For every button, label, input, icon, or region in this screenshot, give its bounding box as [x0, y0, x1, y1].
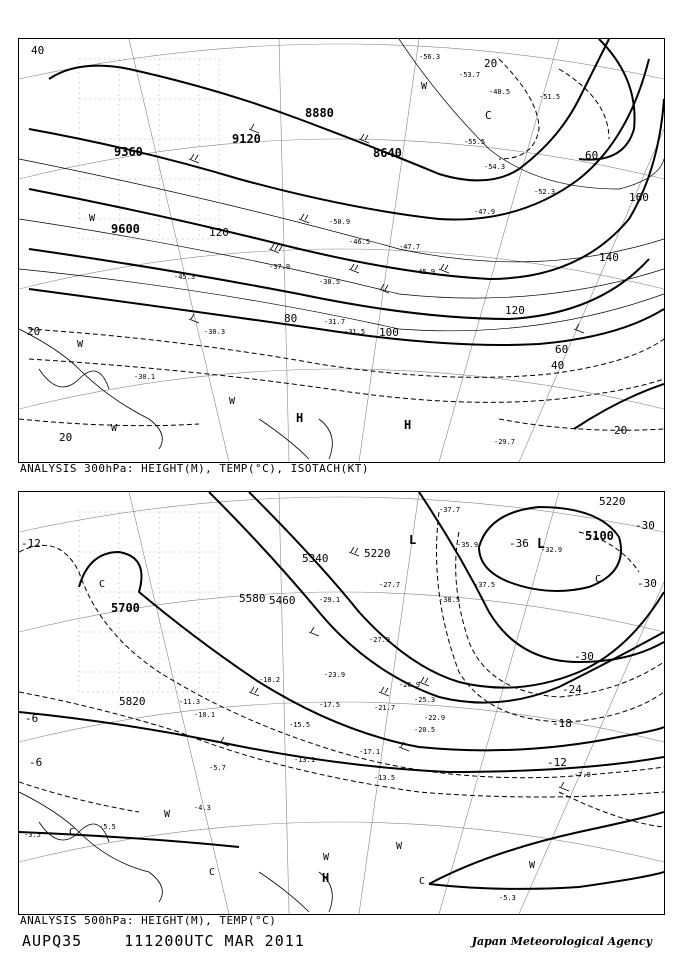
temp-obs: -23.9 — [324, 671, 346, 679]
isotach-label: 160 — [629, 191, 649, 204]
warm-symbol: W — [111, 423, 118, 434]
agency-name: Japan Meteorological Agency — [471, 935, 652, 948]
temp-obs: -17.5 — [319, 701, 341, 709]
temp-obs: -54.3 — [484, 163, 506, 171]
terrain-hatch-500 — [79, 512, 219, 692]
height-label: 5340 — [302, 552, 329, 565]
caption-300hpa: ANALYSIS 300hPa: HEIGHT(M), TEMP(°C), ISOTACH(KT) — [20, 462, 370, 475]
height-label: 5220 — [364, 547, 391, 560]
isotach-label: 60 — [585, 149, 599, 162]
temp-obs: -22.9 — [424, 714, 446, 722]
isotherm-label: -18 — [552, 717, 572, 730]
valid-time: 111200UTC MAR 2011 — [124, 932, 305, 950]
cold-symbol: C — [69, 827, 76, 838]
coastlines-500 — [19, 792, 332, 912]
temp-obs: -5.5 — [99, 823, 116, 831]
temp-obs: -50.9 — [329, 218, 351, 226]
isotherm-label: -30 — [637, 577, 657, 590]
isotach-label: 20 — [27, 325, 41, 338]
isotach-label: 120 — [505, 304, 525, 317]
temp-obs: -4.3 — [194, 804, 211, 812]
temp-obs: -30.3 — [204, 328, 226, 336]
map-300hpa — [19, 39, 664, 462]
height-label: 5460 — [269, 594, 296, 607]
isotach-label: 60 — [555, 343, 569, 356]
isotach-contours-300 — [19, 59, 664, 430]
low-symbol: L — [537, 537, 545, 552]
isotherm-label: -30 — [574, 650, 594, 663]
isotach-label: 20 — [484, 57, 498, 70]
height-label: 5580 — [239, 592, 266, 605]
isotach-label: 20 — [59, 431, 73, 444]
cold-symbol: C — [485, 109, 492, 122]
temp-obs: -51.5 — [539, 93, 561, 101]
temp-obs: -37.5 — [474, 581, 496, 589]
cold-symbol: C — [595, 574, 602, 585]
warm-symbol: W — [89, 213, 96, 224]
isotherms-300 — [19, 39, 664, 331]
temp-obs: -13.5 — [374, 774, 396, 782]
height-label: 8880 — [305, 106, 334, 120]
temp-obs: -47.7 — [399, 243, 421, 251]
height-label: 8640 — [373, 146, 402, 160]
height-label: 5220 — [599, 495, 626, 508]
temp-obs: -31.7 — [324, 318, 346, 326]
temp-obs: -5.7 — [209, 764, 226, 772]
height-label: 5820 — [119, 695, 146, 708]
isotherm-label: -12 — [21, 537, 41, 550]
isotach-label: 120 — [209, 226, 229, 239]
temp-obs: -3.5 — [24, 831, 41, 839]
temp-obs: -31.5 — [344, 328, 366, 336]
temp-obs: -18.2 — [259, 676, 281, 684]
isotherm-label: -12 — [547, 756, 567, 769]
high-symbol: H — [296, 411, 304, 425]
height-label: 5700 — [111, 601, 140, 615]
temp-obs: -32.9 — [541, 546, 563, 554]
height-label: 9600 — [111, 222, 140, 236]
caption-500hpa: ANALYSIS 500hPa: HEIGHT(M), TEMP(°C) — [20, 914, 277, 927]
temp-obs: -27.9 — [369, 636, 391, 644]
warm-symbol: W — [421, 81, 428, 92]
temp-obs: -5.3 — [499, 894, 516, 902]
isotach-label: 100 — [379, 326, 399, 339]
temp-obs: -29.1 — [319, 596, 341, 604]
temp-obs: -47.9 — [474, 208, 496, 216]
temp-obs: -15.5 — [289, 721, 311, 729]
warm-symbol: W — [164, 809, 171, 820]
chart-id: AUPQ35 — [22, 932, 83, 950]
isotach-label: 20 — [614, 424, 628, 437]
isotach-label: 40 — [551, 359, 565, 372]
isotherm-label: -6 — [25, 712, 39, 725]
chart-500hpa — [18, 491, 665, 915]
cold-symbol: C — [99, 579, 106, 590]
temp-obs: -20.5 — [414, 726, 436, 734]
temp-obs: -21.7 — [374, 704, 396, 712]
isotach-label: 80 — [284, 312, 298, 325]
temp-obs: -45.9 — [414, 268, 436, 276]
height-label: 5100 — [585, 529, 614, 543]
temp-obs: -10.1 — [194, 711, 216, 719]
temp-obs: -37.9 — [269, 263, 291, 271]
high-symbol: H — [322, 871, 330, 885]
isotherm-label: -36 — [509, 537, 529, 550]
chart-300hpa — [18, 38, 665, 463]
temp-obs: -13.1 — [294, 756, 316, 764]
temp-obs: -29.7 — [494, 438, 516, 446]
isotherm-label: -24 — [562, 683, 582, 696]
warm-symbol: W — [323, 852, 330, 863]
temp-obs: -56.3 — [419, 53, 441, 61]
chart-id-and-time — [22, 932, 305, 950]
temp-obs: -11.3 — [179, 698, 201, 706]
isotherm-label: -30 — [635, 519, 655, 532]
cold-symbol: C — [209, 867, 216, 878]
warm-symbol: W — [396, 841, 403, 852]
map-500hpa — [19, 492, 664, 914]
graticule-300 — [19, 39, 664, 462]
isotach-label: 40 — [31, 44, 45, 57]
temp-obs: -35.9 — [457, 541, 479, 549]
temp-obs: -17.1 — [359, 748, 381, 756]
temp-obs: -45.3 — [174, 273, 196, 281]
low-symbol: L — [409, 533, 417, 547]
temp-obs: -53.7 — [459, 71, 481, 79]
temp-obs: -7.9 — [574, 771, 591, 779]
temp-obs: -52.3 — [534, 188, 556, 196]
cold-symbol: C — [419, 876, 426, 887]
temp-obs: -30.1 — [134, 373, 156, 381]
temp-obs: -27.7 — [379, 581, 401, 589]
warm-symbol: W — [229, 396, 236, 407]
graticule-500 — [19, 492, 664, 914]
warm-symbol: W — [77, 339, 84, 350]
temp-obs: -38.5 — [439, 596, 461, 604]
isotherms-500 — [19, 512, 664, 827]
temp-obs: -26.9 — [399, 681, 421, 689]
height-label: 9120 — [232, 132, 261, 146]
temp-obs: -25.3 — [414, 696, 436, 704]
height-label: 9360 — [114, 145, 143, 159]
temp-obs: -46.5 — [349, 238, 371, 246]
isotach-label: 140 — [599, 251, 619, 264]
high-symbol: H — [404, 418, 412, 432]
warm-symbol: W — [529, 860, 536, 871]
temp-obs: -55.5 — [464, 138, 486, 146]
temp-obs: -38.5 — [319, 278, 341, 286]
temp-obs: -48.5 — [489, 88, 511, 96]
temp-obs: -37.7 — [439, 506, 461, 514]
isotherm-label: -6 — [29, 756, 43, 769]
